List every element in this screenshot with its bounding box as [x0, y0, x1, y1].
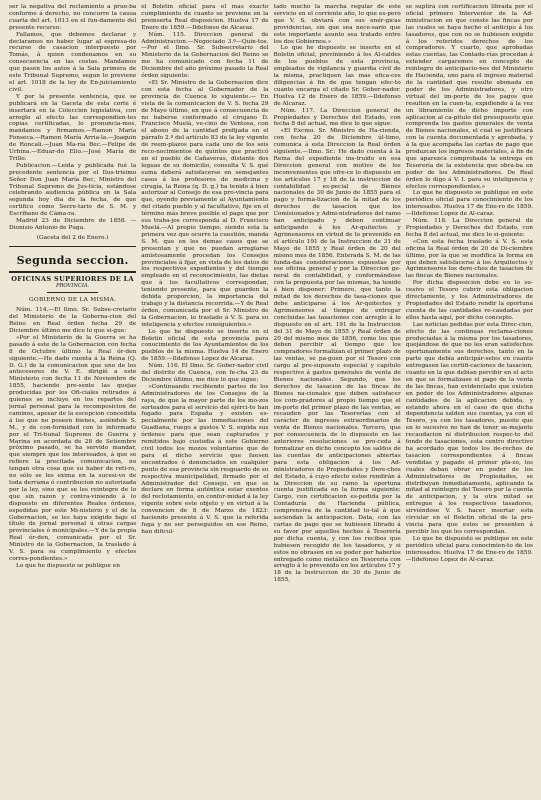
paragraph: Núm. 115. Direccion general de Administracion.—Negociado 3.º—Quin-tos.—Por el Ilmo. Sr. Subsecretario del Ministerio de la Gobernacion del Reino se me ha comunicado con fecha 11 de Diciembre del año próximo pasado la Real órden siguiente:: [141, 31, 269, 80]
paragraph: «Con esta fecha traslado á V. S. esta oficina la Real órden de 20 de Di-ciembre último, por la que se modifica la forma en que deben satisfacerse á los Arquitectos y Agrimensores los dere-chos de tasacion de las fincas de Bienes nacionales.: [405, 238, 533, 280]
paragraph: Núm. 116. El Ilmo. Sr. Gober-nador civil del distrito de Cuenca, con fe-cha 23 de Diciembre último, me dice lo que sigue:: [141, 363, 269, 383]
gaceta-source: (Gaceta del 2 de Enero.): [36, 234, 109, 241]
paragraph: Por dicha disposicion debe en lo su-cesivo el Tesoro cubrir esta obligacion directamente, y los Administradores de Propiedades del Estado rendir la oportuna cuenta de las cantidades re-caudadas por ellos hasta aquí, por dicho concepto.: [405, 280, 533, 321]
heading-gobierno: GOBIERNO DE LA MISMA.: [28, 297, 117, 304]
paragraph: «Por el Ministerio de la Guerra se ha pasado á este de la Gobernacion con fecha 8 de Octubre último la Real ór-den siguiente.—He dado cuenta á la Reina (Q. D. G.) de la comunicacion que uno de los antecesores de V. E. dirigió a este Ministerio con fecha 11 de Noviembre de 1855, haciendo pre-sente las quejas producidas por los Ofi-ciales retirados á quienes se incluye en los repartos del jornal personal para la recomposicion de caminos, apesar de la escepcion concedida á los que no poseen bienes, asiéndole S. M., y de con-formidad con lo informado por el Tri-bunal Supremo de Guerra y Marina en acordada de 28 de Setiembre próximo pasado, se ha servido mandar, que siempre que los interesados, á que se refiere la precitada comunicacion, no tengan otra cosa que su haber de reti-ro, no sólo se les exima en la sucesi-vo de toda derrama ó contribucion no autorizada por la ley, sino que se les reintegre de lo que sin razon y contra-viniendo á lo dispuesto en diferentes Reales órdenes, espedidas por este Mi-nisterio y el de la Gobernacion, se les haya exigido bajo el título de jornal personal ú otras cargas provinciales ó municipales.—Y de la propia Real ór-den, comunicada por el Sr. Ministro de la Gobernacion, la traslado á V. S. para su cumplimiento y efectos corres-pondientes.»: [9, 334, 137, 562]
paragraph: «Continuando recibiendo partes de los Administradores de los Consejos de la raya, de que la mayor parte de los mo-zos sorteados para el servicio del ejérci-to han fugado para España y existen es-pecialmente por las inmediaciones del Guadiana, ruego a gustos V. S. expida sus órdenes para que sean capturados y remitidos bajo custodia á este Gobierno civil todos los mozos voluntarios que de para el dicho servicio que fuesen encontrados ó denunciados en cualquier punto de esa provincia sin resguardo de su respectiva municipalidad, firmado por el Administrador del Consejo, en que se declare en forma auténtica estar exentos del reclutamiento, en confor-midad á la ley vigente sobre este objeto y en virtud á la convencion de 8 de Marzo de 1823: haciendo presente á V. S. que la referida fuga y no ser perseguidos en ese Reino, han dificul-: [141, 383, 269, 535]
paragraph: Madrid 23 de Diciembre de 1858. —Dionisio Antonio de Puga.: [9, 218, 137, 231]
paragraph: Núm. 114.—El Ilmo. Sr. Subse-cretario del Ministerio de la Goberna-cion del Reino en Real órden fecha 29 de Diciembre último me dice lo que si-gue:: [9, 307, 137, 335]
paragraph: Fallamos, que debemos declarar y declaramos no haber lugar al espresa-do recurso de casacion interpuesto por Tomás, á quien condenamos en su consecuencia en las costas. Mandamos que pasen los autos á la Sala primera de este Tribunal Supremo, segun lo previene el art. 1018 de la ley de En-juiciamiento civil.: [9, 31, 137, 93]
heading-oficinas: OFICINAS SUPERIORES DE LA: [11, 274, 134, 283]
paragraph: el Boletin oficial para el mas exacto cumplimiento de cuanto se previene en la preinserta Real disposicion. Huelva 17 de Enero de 1859.—Ildefonso de Alcaraz.: [141, 4, 269, 31]
divider: [9, 246, 136, 247]
column-2: [141, 4, 268, 800]
paragraph: ser la negativa del reclamiento a prue-ba conforme á derecho, no concurre la causa cuarta del art. 1013 en el fun-damento del presente recurso:: [9, 4, 137, 31]
paragraph: tado mucho la marcha regular de este servicio en el corriente año, lo que es-pero que V. S. obviará con sus enér-gicas providencias, sin que sea nece-sario que este importante asunto sea tratado entre los dos Gobiernos.»: [273, 4, 401, 45]
divider: [47, 292, 98, 293]
paragraph: se suplirá con certificacion librada por el oficial primero Interventor de la Ad-ministracion en que conste las fincas por las cuales se haya hecho el anticipo á los tasadores, que con no se hubiesen exigido á los referidos derechos de los compradores. Y cuarto, que aprobadas estas cuentas, las Contadu-rías procedan á extender cargaremes en concepto de reintegro de anticipacio-nes del Ministerio de Hacienda, uno para el ingreso material de la cantidad que resulte abonada en poder de los Administradores, y otro virtual del im-porte de los pagos que resulten en la cuen-ta, expidiendo á la vez un libramiento de dicho importe con aplicacion al ca-pítulo del presupuesto que comprenda los gastos generales de venta de Bienes nacionales, el cual se justificará con la cuenta documentada y aprobada, y á la que acompaña las cartas de pago que produzcan los ingresos materiales, á fin de que aparezca comprobada la entrega en Tesorería de la existencia que obra-ba en poder de los Administradores. De Real órden lo digo á V. I. para su inteligencia y efectos correspondientes.»: [405, 4, 533, 190]
paragraph: Núm. 118. La Direccion general de Propiedades y Derechos del Estado, con fecha 8 del actual, me dice lo si-guiente:: [405, 218, 533, 238]
paragraph: Lo que he dispuesto se publique en: [16, 562, 120, 569]
paragraph: Las noticias pedidas por esta Direc-cion, efecto de las continuas reclama-ciones produciadas á la misma por los tasadores, quejándose de que no les eran satisfechos oportunamente sus derechos, tanto en la parte que debía anticipár-seles en cuanto entregasen las certifi-caciones de tasacion, cuanto en la que debían percibir en el acto en que se formalizase el pago de la venta de las fincas, han evidenciado que existen en poder de los Administradores algunas cantidades de la aplicacion debida, y estando ahora en el caso de que dicha dependencia salden sus cuentas, ya con el Tesoro, ya con los tasadores, puesto que en lo sucesivo no han de tener se-mejante recaudacion ni distribucion respec-to del fondo de tasaciones, esta centro directivo ha acordado que todos los de-rechos de tasacion correspondientes á fincas vendidas y pagado el primer pla-zo, los cuales deban obrar en poder de los Administradores de Propiedades, se distribuyan inmediatamente, aplicando la mitad al reintegro del Tesoro por la cuenta de anticipacion, y la otra mitad se entregue á los respectivos tasadores, sirviéndose V. S. hacer insertar esta circular en el Boletin oficial de la pro-vincia para que estos se presenten á percibir los que les correspondan.: [405, 321, 533, 535]
subheading-provincia: PROVINCIA.: [55, 282, 90, 289]
paragraph: Lo que he dispuesto se publique en este periódico oficial para conocimiento de los interesados. Huelva 17 de Ene-ro de 1859.—Ildefonso Lopez de Al-caraz.: [405, 190, 533, 218]
paragraph: «El Excmo. Sr. Ministro de Ha-cienda, con fecha 20 de Diciembre úl-timo, comunica á esta Direccion la Real órden siguiente.—Ilmo. Sr.: He dado cuenta á la Reina del expediente ins-truido en esa Direccion general con motivo de los inconvenientes que ofre-ce lo dispuesto en los artículos 17 y 18 de la instruccion de contabilidad es-pecial de Bienes nacionales de 30 de Junio de 1855 para el pago y forma-lizacion de la mitad de los derechos de tasacion que los Comisionados y Admi-nistradores del ramo han anticipado y deben continuar anticipando á los Ar-quitectos y Agrimensores en virtud de lo prevenido en el artículo 191 de la Instruccion de 31 de Mayo de 1855 y Real órden de 20 del mismo mes de 1856. Enterada S. M. de las funda-das consideraciones espuestas por ese oficina general y por la Direccion ge-neral de contabilidad, y conformándose con la propuesta por las mismas, ha tenido á bien disponer: Primero, que tanto la mitad de los derechos de tasa-ciones que debe anticiparse á los Ar-quitectos y Agrimensores al tiempo de entregar concluidas las tasaciones con arreglo á lo dispuesto en el art. 191 de la Instruccion del 31 de Mayo de 1855 y Real órden de 20 del mismo mes de 1856, como los que deben percibir al tiempo que los compradores formalizan el primer plazo de las ventas, se pa-guen por el Tesoro con cargo al pre-supuesto especial y capítulo respectivo á gastos generales de venta de Bienes nacionales. Segundo, que los derechos de tasacion de las fincas de Bienes na-cionales que deben satisfacer los com-pradores al propio tiempo que el im-porte del primer plazo de las ventas, se recauden por las Tesorerías con el carácter de ingresos extraordinarios de venta de Bienes nacionales. Tercero, que por consecuencia de lo dispuesto en las anteriores resoluciones se pro-ceda á formalizar en dicho concepto los saldos de las cuentas de anticipaciones abiertas para esta obligacion á los Ad-ministradores de Propiedades y Dere-chos del Estado, á cuyo efecto estos rendirán á la Direccion de su ramo la oportuna cuenta justificada en la forma siguiente: Cargo, con certificacion es-pedida por la Contaduría de Hacienda pública, comprensiva de la cantidad to-tal á que asciendan la anticipacion. Data, con las cartas de pago que se hubiesen librado á su favor por aquellos hechos á Tesorería por dicha cuenta, y con los recibos que hubiesen recogido de los tasadores, y si estos no obrasen en su poder por haberlos entregado como metálico en Tesorería con arreglo á lo prevenido en los artículos 17 y 18 de la Instruccion de 30 de Junio de 1855,: [273, 128, 401, 584]
paragraph: Y por la presente sentencia, que se publicará en la Gaceta de esta corte é insertará en la Coleccion legislativa, con arreglo al efecto las correspondien-tes copias certificadas, lo pronuncia-mos, mandamos y firmamos.—Ramon María Fonseca.—Ramon María Arria-la.—Joaquin de Roncali.—Juan Ma-ria Bec.—Felipe de Urbina.—Eduar-do Elio.—José María de Trillo.: [9, 93, 137, 162]
paragraph: Núm. 117. La Direccion general de Propiedades y Derechos del Estado, con fecha 8 del actual, me dice lo que sigue:: [273, 107, 401, 128]
paragraph: Publicacion.—Leida y publicada fué la precedente sentencia por el Ilus-trisimo Señor Don Juan María Bec, Ministro del Tribunal Supremo de Jus-ticia, estándose celebrando audiencia pública en la Sala segunda hoy dia de la fecha, de que certifico como Secre-tario de S. M. y Escribano de Cáma-ra.: [9, 162, 137, 218]
paragraph: «El Sr. Ministro de la Gobernacion dice con esta fecha al Gobernador de la provincia de Cuenca lo siguiente.— En vista de la comunicacion de V. S. fecha 29 de Mayo último, en que á consecuencia de no haberse conformado el cirujano D. Francisco Muelá, ve-cino de Ventosa, con el abono de la cantidad prefijada en el párrafo 2.º del artículo 83 de la ley vigente de reem-plazos para cada uno de los seis reco-nocimientos de quintos que practicó en el pueblo de Cañaveras, distante dos leguas de su domicilio, consulta V. S. qué suma deberá satisfacerse en semejantes casos á los profesores de medicina y cirugía, la Reina (q. D. g.) ha tenido á bien autorizar al Consejo de esa pro-vincia para que, oyendo previamente al Ayuntamiento del citado pueblo y al facultativo, fije en el término más breve posible el pago que por sus traba-jos corresponda al D. Francisco Muelá.—Al propio tiempo, siendo esta la primera vez que ocurre la cuestión, manda S. M. que en los demas casos que se presentan y que no puedan arreglarse amistosamente procedan los Consejos provinciales á fijar, en vista de los datos de los respectivos expedientes y del tiempo empleado en el reconocimiento, las dietas que á los facultativos correspondan, teniendo presente, para que guarden la debida proporcion, la importancia del trabajo y la distancia recorrida.—Y de Real órden, comunicada por el Sr. Ministro de la Gobernacion, lo traslado á V. S. para su inteligencia y efectos consiguientes.»: [141, 79, 269, 328]
paragraph: Lo que he dispuesto se inserte en el Boletin oficial, previniendo á los Al-caldes de los pueblos de esta provincia, empleados de vigilancia y guardia civil de la misma, practiquen las mas efica-ces diligencias á fin de que tengan efec-to cuanto encarga el citado Sr. Gober-nador. Huelva 12 de Enero de 1859.—Ildefonso de Alcaraz.: [273, 45, 401, 107]
column-3: [274, 4, 401, 800]
paragraph: Lo que he dispuesto se publique en este periódico oficial para conocimien-to de los interesados. Huelva 17 de Ene-ro de 1859.—Ildefonso Lopez de Al-caraz.: [405, 535, 533, 563]
paragraph: Lo que he dispuesto se inserte en el Boletin oficial de esta provincia para conocimiento de los Ayuntamientos de los pueblos de la misma. Huelva 14 de Enero de 1859.—Ildefonso Lopez de Alcaraz.: [141, 328, 269, 363]
section-title: Segunda seccion.: [16, 253, 129, 267]
divider: [9, 271, 136, 273]
column-1: [9, 4, 136, 800]
column-4: [406, 4, 533, 800]
